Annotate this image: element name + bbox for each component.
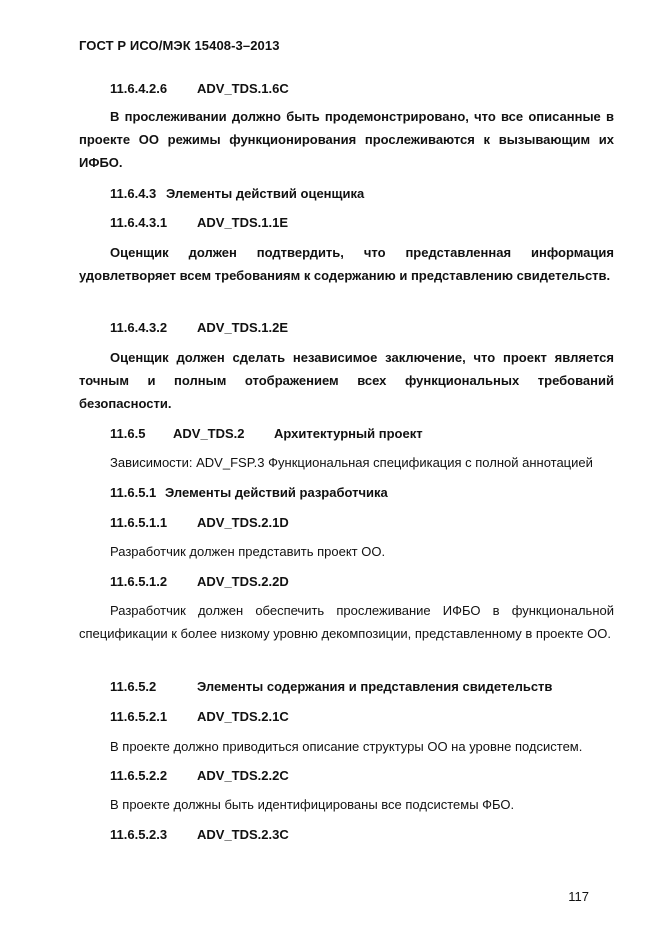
section-title: Архитектурный проект [274, 426, 423, 441]
page-number: 117 [568, 889, 589, 904]
section-title: Элементы действий оценщика [166, 186, 365, 201]
section-number: 11.6.5.2 [110, 679, 157, 694]
section-heading [110, 485, 388, 500]
section-number: 11.6.5.1 [110, 485, 157, 500]
section-heading [110, 679, 552, 694]
section-heading [110, 709, 289, 724]
paragraph: В проекте должно приводиться описание структуры ОО на уровне подсистем. [110, 739, 583, 754]
section-title: Элементы содержания и представления свидетельств [197, 679, 553, 694]
section-heading [110, 768, 289, 783]
paragraph: Разработчик должен представить проект ОО. [110, 544, 386, 559]
section-title: ADV_TDS.1.2E [197, 320, 289, 335]
section-heading [110, 827, 289, 842]
section-number: 11.6.4.3.1 [110, 215, 168, 230]
section-number: 11.6.5.1.1 [110, 515, 168, 530]
section-title: ADV_TDS.2.1D [197, 515, 289, 530]
section-title: ADV_TDS.2.3C [197, 827, 289, 842]
section-number: 11.6.5.1.2 [110, 574, 168, 589]
section-heading [110, 320, 288, 335]
paragraph: В прослеживании должно быть продемонстрировано, что все описанные в проекте ОО режимы функционирования прослеживаются к вызывающим их ИФБО. [79, 109, 614, 170]
section-number: 11.6.4.2.6 [110, 81, 168, 96]
section-heading [110, 215, 288, 230]
section-number: 11.6.4.3 [110, 186, 157, 201]
dependencies-line: Зависимости: ADV_FSP.3 Функциональная спецификация с полной аннотацией [110, 455, 593, 470]
section-heading [110, 515, 289, 530]
document-header: ГОСТ Р ИСО/МЭК 15408-3–2013 [79, 38, 280, 53]
section-heading [110, 81, 289, 96]
section-title: ADV_TDS.1.6C [197, 81, 289, 96]
section-title: ADV_TDS.2.2D [197, 574, 289, 589]
section-heading [110, 186, 364, 201]
section-code: ADV_TDS.2 [173, 426, 245, 441]
section-number: 11.6.5 [110, 426, 146, 441]
section-title: ADV_TDS.2.1C [197, 709, 289, 724]
section-number: 11.6.5.2.2 [110, 768, 168, 783]
section-title: ADV_TDS.1.1E [197, 215, 289, 230]
paragraph: Оценщик должен сделать независимое заключение, что проект является точным и полным отображением всех функциональных требований безопасности. [79, 350, 614, 411]
section-number: 11.6.4.3.2 [110, 320, 168, 335]
section-title: Элементы действий разработчика [165, 485, 388, 500]
paragraph: Оценщик должен подтвердить, что представленная информация удовлетворяет всем требованиям к содержанию и представлению свидетельств. [79, 245, 614, 283]
section-title: ADV_TDS.2.2C [197, 768, 289, 783]
paragraph: Разработчик должен обеспечить прослеживание ИФБО в функциональной спецификации к более низкому уровню декомпозиции, представленному в проекте ОО. [79, 603, 614, 641]
section-number: 11.6.5.2.1 [110, 709, 168, 724]
paragraph: В проекте должны быть идентифицированы все подсистемы ФБО. [110, 797, 515, 812]
section-heading [110, 426, 423, 441]
section-number: 11.6.5.2.3 [110, 827, 168, 842]
section-heading [110, 574, 289, 589]
